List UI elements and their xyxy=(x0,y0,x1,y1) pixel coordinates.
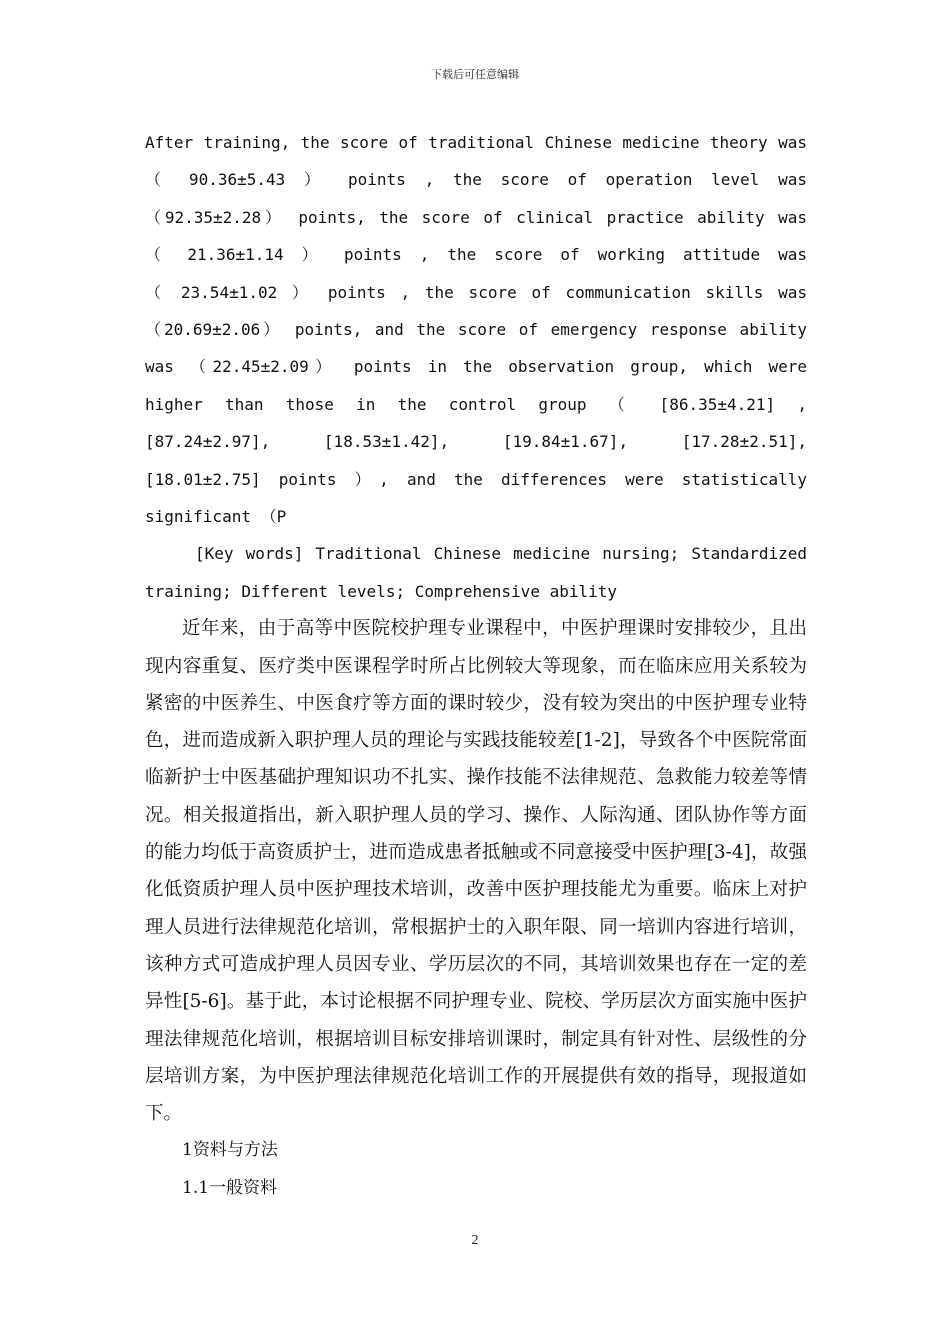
section-heading: 1资料与方法 xyxy=(182,1140,278,1161)
abstract-line: higher than those in the control group （ [86.35±4.21] , xyxy=(145,394,807,414)
abstract-line: [18.01±2.75] points ）, and the differences were statistically xyxy=(145,469,807,489)
keywords-line: training; Different levels; Comprehensive ability xyxy=(145,581,618,601)
abstract-line: （ 21.36±1.14 ） points , the score of working attitude was xyxy=(145,245,807,265)
abstract-line: was （22.45±2.09） points in the observation group, which were xyxy=(145,357,807,377)
keywords-line: [Key words] Traditional Chinese medicine nursing; Standardized xyxy=(195,544,807,564)
page-header: 下载后可任意编辑 xyxy=(431,68,519,81)
abstract-line: （ 23.54±1.02 ） points , the score of communication skills was xyxy=(145,282,807,302)
introduction-paragraph: 近年来，由于高等中医院校护理专业课程中，中医护理课时安排较少，且出现内容重复、医疗类中医课程学时所占比例较大等现象，而在临床应用关系较为紧密的中医养生、中医食疗等方面的课时较少，没有较为突出的中医护理专业特色，进而造成新入职护理人员的理论与实践技能较差[1-2]，导致各个中医院常面临新护士中医基础护理知识功不扎实、操作技能不法律规范、急救能力较差等情况。相关报道指出，新入职护理人员的学习、操作、人际沟通、团队协作等方面的能力均低于高资质护士，进而造成患者抵触或不同意接受中医护理[3-4]，故强化低资质护理人员中医护理技术培训，改善中医护理技能尤为重要。临床上对护理人员进行法律规范化培训，常根据护士的入职年限、同一培训内容进行培训，该种方式可造成护理人员因专业、学历层次的不同，其培训效果也存在一定的差异性[5-6]。基于此，本讨论根据不同护理专业、院校、学历层次方面实施中医护理法律规范化培训，根据培训目标安排培训课时，制定具有针对性、层级性的分层培训方案，为中医护理法律规范化培训工作的开展提供有效的指导，现报道如下。 xyxy=(145,618,807,1125)
abstract-line: （20.69±2.06） points, and the score of emergency response ability xyxy=(145,320,807,340)
english-abstract xyxy=(145,124,807,535)
abstract-line: （92.35±2.28） points, the score of clinical practice ability was xyxy=(145,207,807,227)
subsection-heading: 1.1一般资料 xyxy=(182,1177,278,1198)
abstract-line: After training, the score of traditional Chinese medicine theory was xyxy=(145,133,807,152)
abstract-line: significant （P xyxy=(145,507,287,527)
english-keywords xyxy=(145,535,807,610)
page-number: 2 xyxy=(471,1233,479,1248)
abstract-line: [87.24±2.97], [18.53±1.42], [19.84±1.67], [17.28±2.51], xyxy=(145,432,807,452)
document-body xyxy=(145,124,807,1207)
abstract-line: （ 90.36±5.43 ） points , the score of operation level was xyxy=(145,170,807,190)
